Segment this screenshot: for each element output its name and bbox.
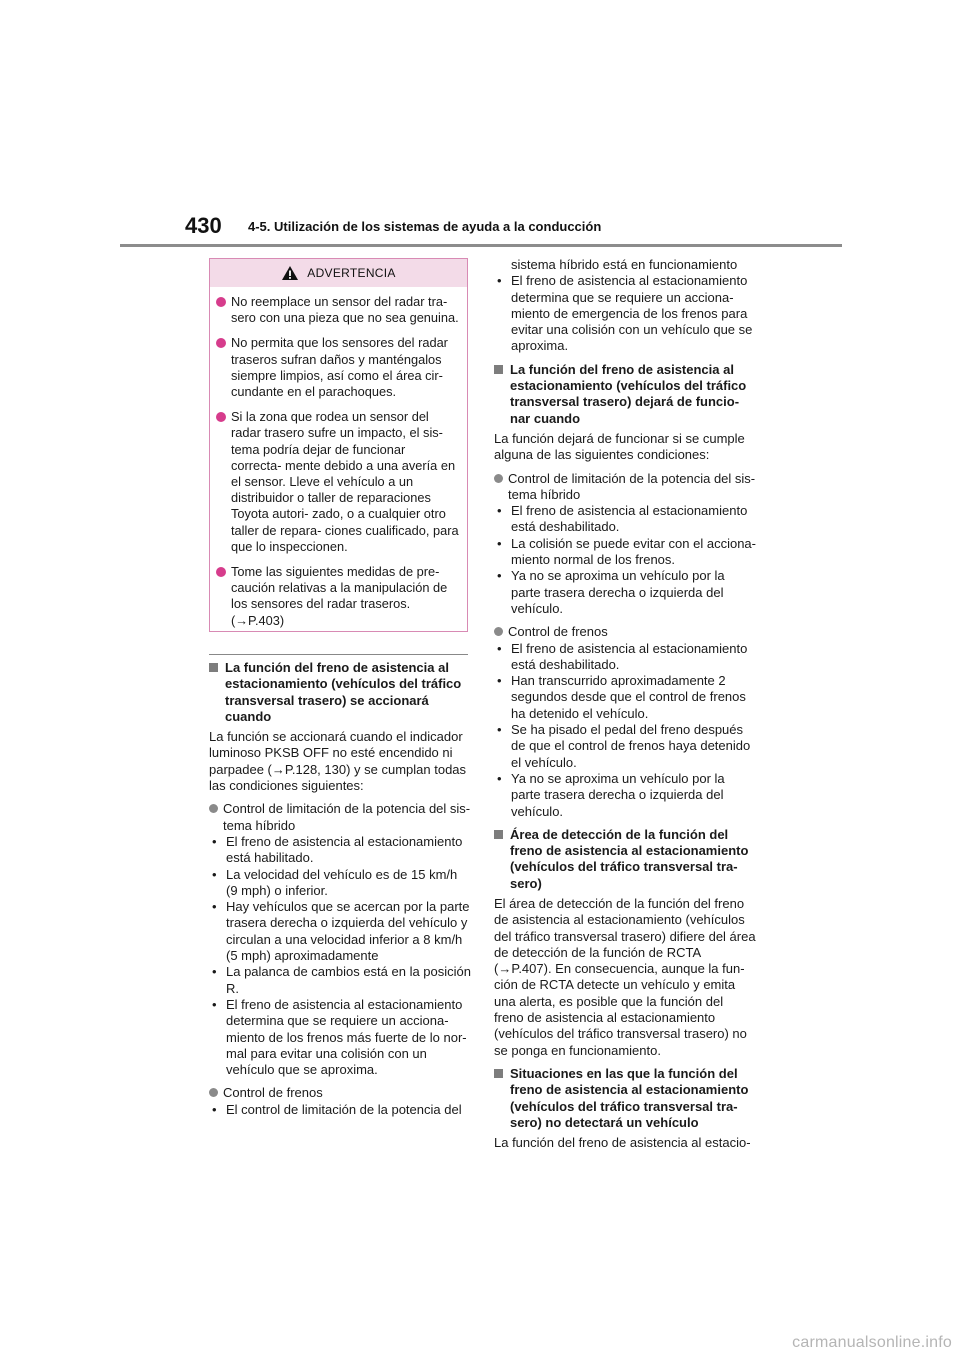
bullet-icon <box>209 804 218 813</box>
bullet-icon <box>216 412 226 422</box>
warning-item: Si la zona que rodea un sensor del radar trasero sufre un impacto, el sis- tema podría dejar de funcionar correcta- mente debido a una avería en el sensor. Lleve el vehículo a un distribuidor o taller de reparaciones Toyota autori- zado, o a cualquier otro taller de repara- ciones cualificado, para que lo inspeccionen. <box>216 409 459 555</box>
sub-item: • El freno de asistencia al estacionamiento determina que se requiere un acciona- miento de los frenos más fuerte de lo nor- mal para evitar una colisión con un vehículo que se aproxima. <box>212 996 467 1078</box>
section-heading: Área de detección de la función del freno de asistencia al estacionamiento (vehículos del tráfico transversal tra- sero) <box>494 827 756 892</box>
paragraph: El área de detección de la función del freno de asistencia al estacionamiento (vehículos del tráfico transversal trasero) difiere del área de detección de la función de RCTA (→P.407). En consecuencia, aunque la fun- ción de RCTA detecte un vehículo y emita una alerta, es posible que la función del freno de asistencia al estacionamiento (vehículos del tráfico transversal trasero) no se ponga en funcionamiento. <box>494 895 756 1058</box>
sub-item: • Han transcurrido aproximadamente 2 segundos desde que el control de frenos ha detenido el vehículo. <box>497 673 746 721</box>
bullet-icon <box>494 627 503 636</box>
sub-item: • El freno de asistencia al estacionamiento está deshabilitado. <box>497 503 748 535</box>
sub-item: • El control de limitación de la potencia del <box>212 1101 462 1117</box>
sub-item: • Se ha pisado el pedal del freno después de que el control de frenos haya detenido el vehículo. <box>497 722 751 770</box>
paragraph: La función del freno de asistencia al estacio- <box>494 1135 751 1151</box>
square-bullet-icon <box>209 663 218 672</box>
bullet-icon <box>216 338 226 348</box>
warning-header <box>210 259 467 287</box>
bullet-item: Control de limitación de la potencia del sis- tema híbrido <box>209 801 471 834</box>
left-column <box>209 660 471 1125</box>
sub-item: • El freno de asistencia al estacionamiento está habilitado. <box>212 833 463 866</box>
chapter-title: 4-5. Utilización de los sistemas de ayuda a la conducción <box>248 219 602 234</box>
section-heading: La función del freno de asistencia al estacionamiento (vehículos del tráfico transversal trasero) dejará de funcio- nar cuando <box>494 362 756 427</box>
warning-triangle-icon <box>281 265 299 281</box>
watermark: carmanualsonline.info <box>792 1334 952 1351</box>
sub-item: • El freno de asistencia al estacionamiento determina que se requiere un acciona- miento de emergencia de los frenos para evitar una colisión con un vehículo que se aproxima. <box>497 273 753 354</box>
bullet-item: Control de frenos <box>494 624 756 640</box>
sub-item: • El freno de asistencia al estacionamiento está deshabilitado. <box>497 640 748 672</box>
right-column <box>494 257 756 1158</box>
paragraph: La función se accionará cuando el indicador luminoso PKSB OFF no esté encendido ni parpadee (→P.128, 130) y se cumplan todas las condiciones siguientes: <box>209 729 467 794</box>
warning-title: ADVERTENCIA <box>307 266 396 280</box>
warning-box <box>209 258 468 632</box>
bullet-item: Control de limitación de la potencia del sis- tema híbrido <box>494 471 756 504</box>
square-bullet-icon <box>494 1069 503 1078</box>
square-bullet-icon <box>494 365 503 374</box>
bullet-icon <box>494 474 503 483</box>
warning-item: No permita que los sensores del radar traseros sufran daños y manténgalos siempre limpios, así como el área cir- cundante en el parachoques. <box>216 335 459 400</box>
sub-item: • Ya no se aproxima un vehículo por la parte trasera derecha o izquierda del vehículo. <box>497 770 725 819</box>
header-rule <box>120 244 842 247</box>
sub-item: • Hay vehículos que se acercan por la parte trasera derecha o izquierda del vehículo y circulan a una velocidad inferior a 8 km/h (5 mph) aproximadamente <box>212 899 470 964</box>
sub-item: • La velocidad del vehículo es de 15 km/h (9 mph) o inferior. <box>212 866 458 898</box>
section-heading: Situaciones en las que la función del freno de asistencia al estacionamiento (vehículos del tráfico transversal tra- sero) no detectará un vehículo <box>494 1066 756 1131</box>
section-heading: La función del freno de asistencia al estacionamiento (vehículos del tráfico transversal trasero) se accionará cuando <box>209 660 471 725</box>
section-divider <box>209 654 468 655</box>
sub-item: • La colisión se puede evitar con el acciona- miento normal de los frenos. <box>497 535 756 568</box>
sub-item: • La palanca de cambios está en la posición R. <box>212 964 471 996</box>
paragraph: La función dejará de funcionar si se cumple alguna de las siguientes condiciones: <box>494 430 745 463</box>
bullet-icon <box>209 1088 218 1097</box>
warning-item: No reemplace un sensor del radar tra- sero con una pieza que no sea genuina. <box>216 294 459 326</box>
sub-item: • Ya no se aproxima un vehículo por la parte trasera derecha o izquierda del vehículo. <box>497 568 725 616</box>
sub-item-continued: sistema híbrido está en funcionamiento <box>511 257 738 272</box>
bullet-icon <box>216 297 226 307</box>
bullet-item: Control de frenos <box>209 1085 471 1101</box>
bullet-icon <box>216 567 226 577</box>
page-number: 430 <box>185 213 222 238</box>
square-bullet-icon <box>494 830 503 839</box>
warning-item: Tome las siguientes medidas de pre- caución relativas a la manipulación de los sensores del radar traseros. (→P.403) <box>216 564 459 629</box>
